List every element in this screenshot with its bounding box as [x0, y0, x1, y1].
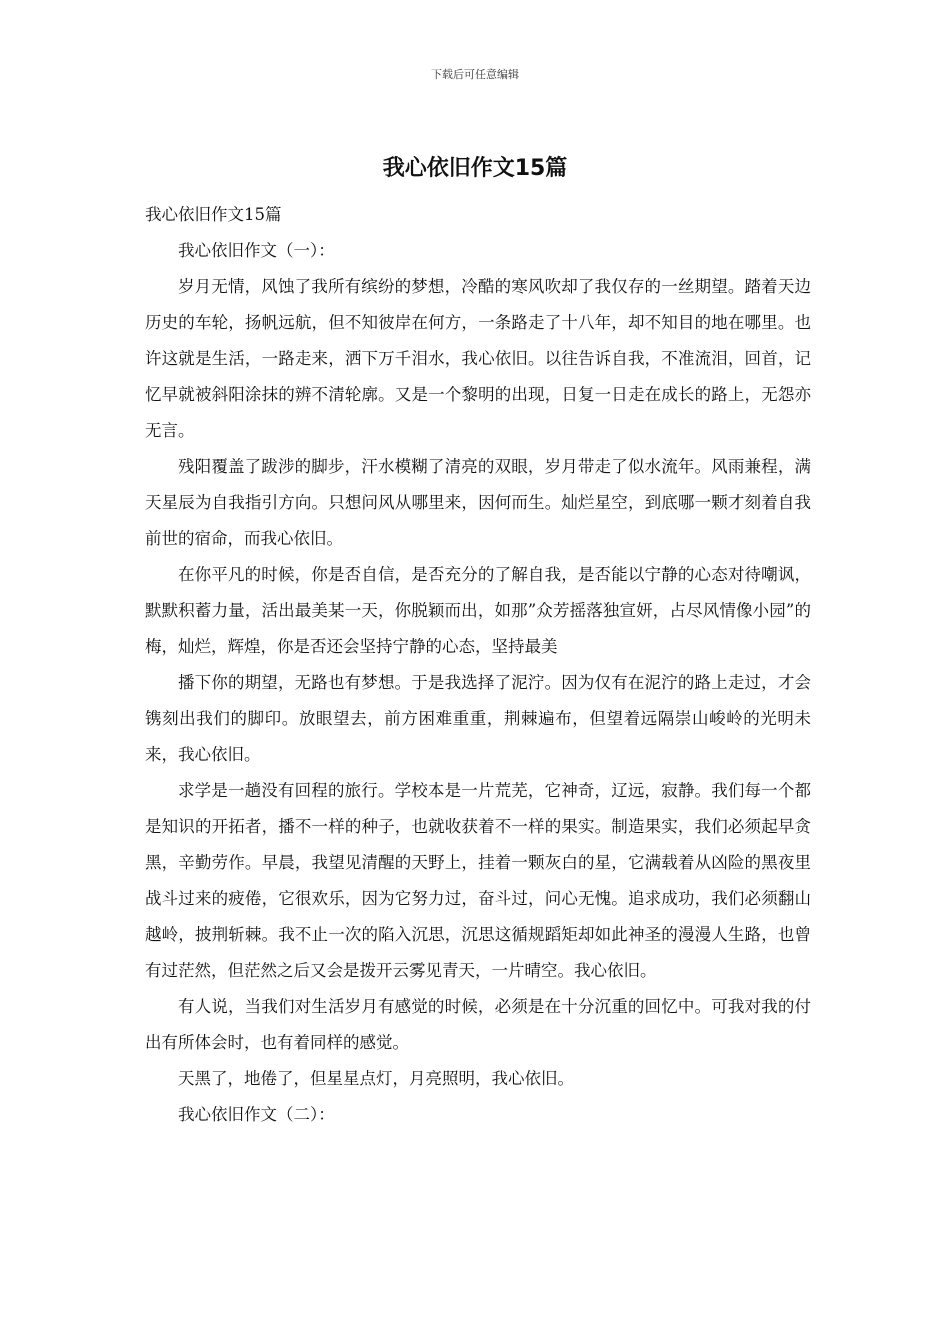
paragraph: 求学是一趟没有回程的旅行。学校本是一片荒芜，它神奇，辽远，寂静。我们每一个都是知识的开拓者，播不一样的种子，也就收获着不一样的果实。制造果实，我们必须起早贪黑，辛勤劳作。早晨，我望见清醒的天野上，挂着一颗灰白的星，它满载着从凶险的黑夜里战斗过来的疲倦，它很欢乐，因为它努力过，奋斗过，问心无愧。追求成功，我们必须翻山越岭，披荆斩棘。我不止一次的陷入沉思，沉思这循规蹈矩却如此神圣的漫漫人生路，也曾有过茫然，但茫然之后又会是拨开云雾见青天，一片晴空。我心依旧。 [145, 781, 811, 980]
document-title: 我心依旧作文15篇 [382, 156, 568, 181]
subtitle-line: 我心依旧作文15篇 [145, 205, 282, 224]
paragraph: 播下你的期望，无路也有梦想。于是我选择了泥泞。因为仅有在泥泞的路上走过，才会镌刻出我们的脚印。放眼望去，前方困难重重，荆棘遍布，但望着远隔崇山峻岭的光明未来，我心依旧。 [145, 673, 811, 764]
paragraph: 岁月无情，风蚀了我所有缤纷的梦想，冷酷的寒风吹却了我仅存的一丝期望。踏着天边历史的车轮，扬帆远航，但不知彼岸在何方，一条路走了十八年，却不知目的地在哪里。也许这就是生活，一路走来，洒下万千泪水，我心依旧。以往告诉自我，不准流泪，回首，记忆早就被斜阳涂抹的辨不清轮廓。又是一个黎明的出现，日复一日走在成长的路上，无怨亦无言。 [145, 277, 811, 440]
paragraph: 残阳覆盖了跋涉的脚步，汗水模糊了清亮的双眼，岁月带走了似水流年。风雨兼程，满天星辰为自我指引方向。只想问风从哪里来，因何而生。灿烂星空，到底哪一颗才刻着自我前世的宿命，而我心依旧。 [145, 457, 811, 548]
paragraph: 有人说，当我们对生活岁月有感觉的时候，必须是在十分沉重的回忆中。可我对我的付出有所体会时，也有着同样的感觉。 [145, 997, 811, 1052]
section-heading-1: 我心依旧作文（一）： [178, 241, 335, 260]
header-note: 下载后可任意编辑 [431, 68, 519, 81]
document-body [145, 197, 811, 1133]
paragraph: 在你平凡的时候，你是否自信，是否充分的了解自我，是否能以宁静的心态对待嘲讽，默默积蓄力量，活出最美某一天，你脱颖而出，如那”众芳摇落独宣妍，占尽风情像小园”的梅，灿烂，辉煌，你是否还会坚持宁静的心态，坚持最美 [145, 565, 811, 656]
paragraph: 天黑了，地倦了，但星星点灯，月亮照明，我心依旧。 [178, 1069, 574, 1088]
section-heading-2: 我心依旧作文（二）： [178, 1105, 335, 1124]
